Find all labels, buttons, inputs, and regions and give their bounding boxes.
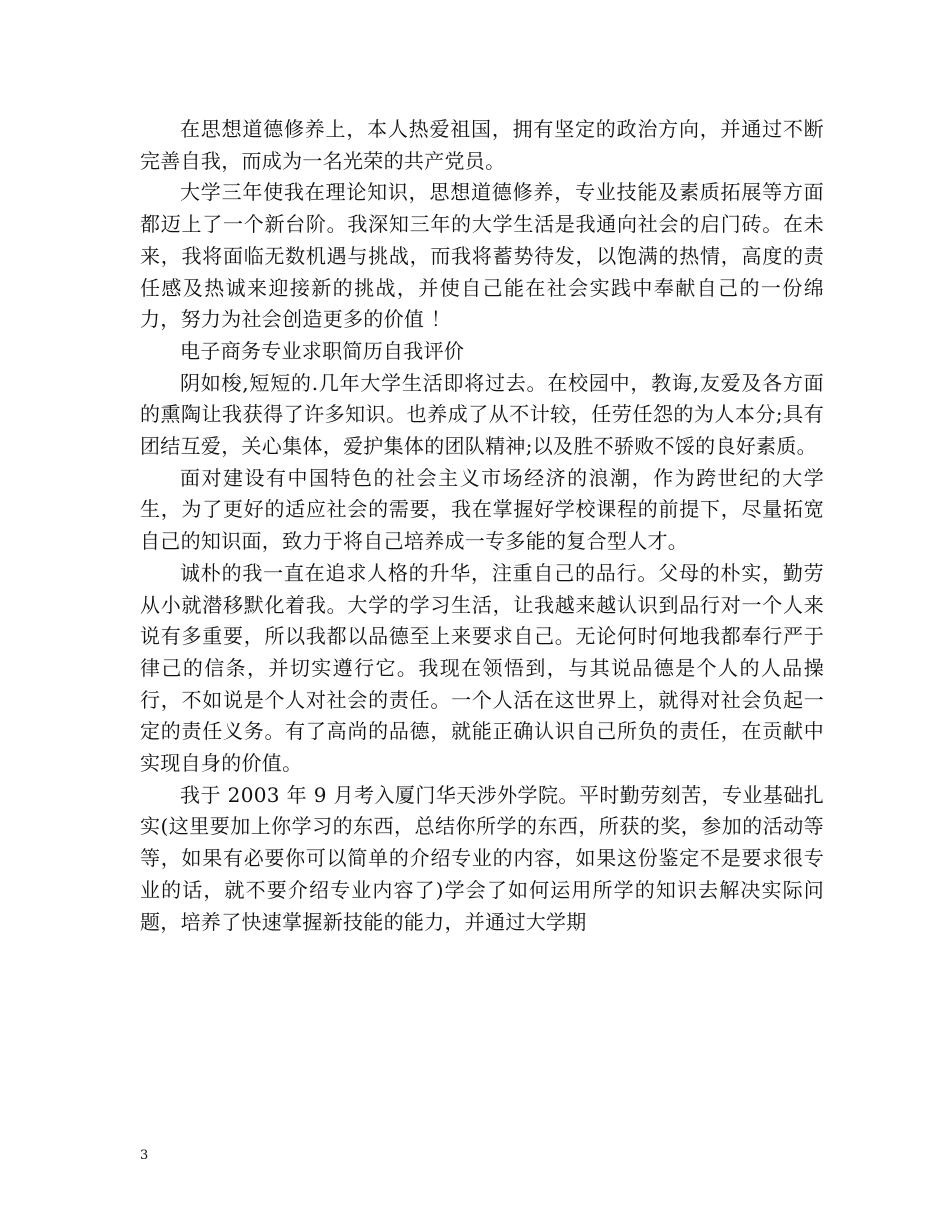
paragraph-three-years: 大学三年使我在理论知识，思想道德修养，专业技能及素质拓展等方面都迈上了一个新台阶。我深知三年的大学生活是我通向社会的启门砖。在未来，我将面临无数机遇与挑战，而我将蓄势待发，以饱满的热情，高度的责任感及热诚来迎接新的挑战，并使自己能在社会实践中奉献自己的一份绵力，努力为社会创造更多的价值 ！ — [140, 180, 824, 332]
paragraph-market-economy: 面对建设有中国特色的社会主义市场经济的浪潮，作为跨世纪的大学生，为了更好的适应社会的需要，我在掌握好学校课程的前提下，尽量拓宽自己的知识面，致力于将自己培养成一专多能的复合型人才。 — [140, 465, 824, 554]
section-heading: 电子商务专业求职简历自我评价 — [180, 338, 465, 363]
paragraph-campus-life: 阴如梭,短短的.几年大学生活即将过去。在校园中，教诲,友爱及各方面的熏陶让我获得了许多知识。也养成了从不计较，任劳任怨的为人本分;具有团结互爱，关心集体，爱护集体的团队精神;以及胜不骄败不馁的良好素质。 — [140, 370, 824, 459]
document-body — [140, 114, 824, 938]
paragraph-ideology: 在思想道德修养上，本人热爱祖国，拥有坚定的政治方向，并通过不断完善自我，而成为一名光荣的共产党员。 — [140, 117, 824, 173]
page-number: 3 — [140, 1148, 149, 1163]
paragraph-enrollment: 我于 2003 年 9 月考入厦门华天涉外学院。平时勤劳刻苦，专业基础扎实(这里要加上你学习的东西，总结你所学的东西，所获的奖，参加的活动等等，如果有必要你可以简单的介绍专业的内容，如果这份鉴定不是要求很专业的话，就不要介绍专业内容了)学会了如何运用所学的知识去解决实际问题，培养了快速掌握新技能的能力，并通过大学期 — [140, 782, 824, 934]
paragraph-character: 诚朴的我一直在追求人格的升华，注重自己的品行。父母的朴实，勤劳从小就潜移默化着我。大学的学习生活，让我越来越认识到品行对一个人来说有多重要，所以我都以品德至上来要求自己。无论何时何地我都奉行严于律己的信条，并切实遵行它。我现在领悟到，与其说品德是个人的人品操行，不如说是个人对社会的责任。一个人活在这世界上，就得对社会负起一定的责任义务。有了高尚的品德，就能正确认识自己所负的责任，在贡献中实现自身的价值。 — [140, 560, 824, 776]
